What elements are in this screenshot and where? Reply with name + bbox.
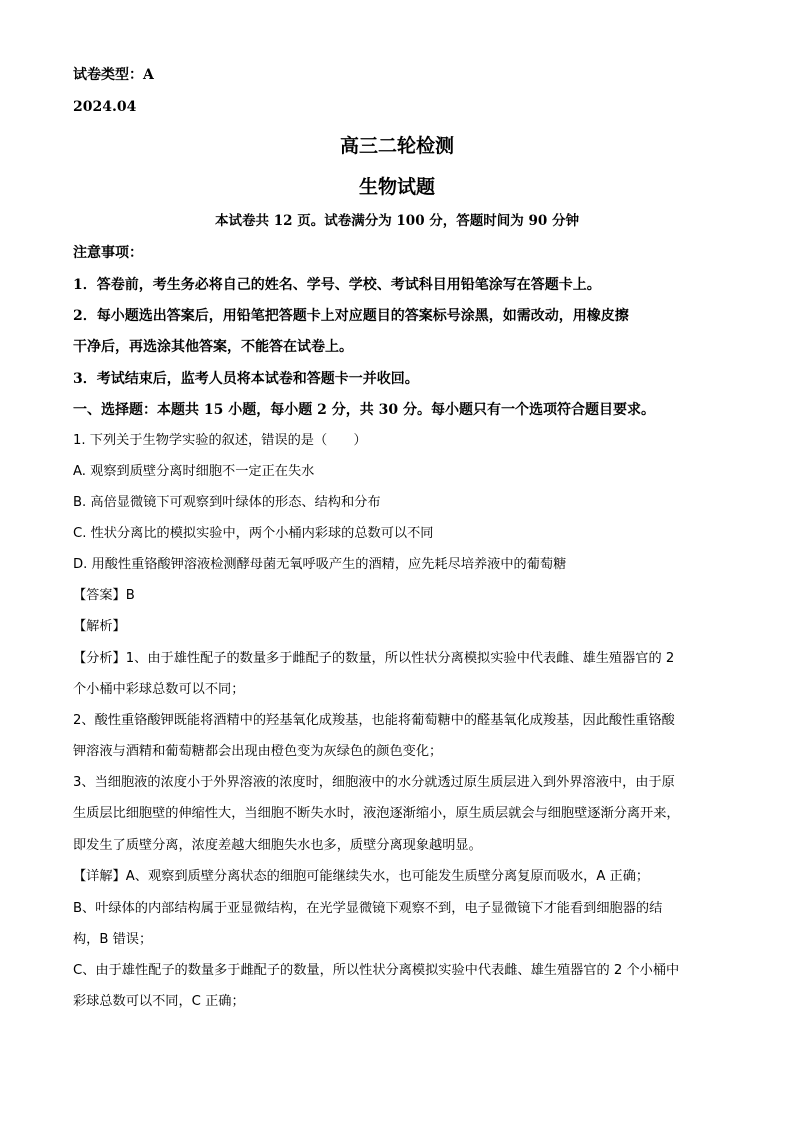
option-a: A. 观察到质壁分离时细胞不一定正在失水: [73, 464, 315, 479]
option-d: D. 用酸性重铬酸钾溶液检测酵母菌无氧呼吸产生的酒精，应先耗尽培养液中的葡萄糖: [73, 557, 567, 572]
detail-line: 构，B 错误；: [73, 932, 153, 947]
answer-line: 【答案】B: [73, 588, 135, 603]
exam-title: 高三二轮检测: [339, 135, 454, 157]
notice-item-2-line-2: 干净后，再选涂其他答案，不能答在试卷上。: [73, 339, 353, 355]
detail-line: 彩球总数可以不同，C 正确；: [73, 994, 245, 1009]
detail-line: C、由于雄性配子的数量多于雌配子的数量，所以性状分离模拟实验中代表雌、雄生殖器官的 2 个小桶中: [73, 963, 680, 978]
analysis-line: 3、当细胞液的浓度小于外界溶液的浓度时，细胞液中的水分就透过原生质层进入到外界溶液中，由于原: [73, 775, 675, 790]
exam-subject: 生物试题: [358, 176, 435, 198]
exam-date: 2024.04: [73, 99, 137, 115]
analysis-line: 2、酸性重铬酸钾既能将酒精中的羟基氧化成羧基，也能将葡萄糖中的醛基氧化成羧基，因此酸性重铬酸: [73, 713, 675, 728]
notice-heading: 注意事项：: [73, 245, 143, 261]
question-stem: 1. 下列关于生物学实验的叙述，错误的是（ ）: [73, 433, 367, 448]
analysis-line: 钾溶液与酒精和葡萄糖都会出现由橙色变为灰绿色的颜色变化；: [73, 744, 443, 759]
analysis-line: 生质层比细胞壁的伸缩性大，当细胞不断失水时，液泡逐渐缩小，原生质层就会与细胞壁逐渐分离开来，: [73, 806, 680, 821]
option-c: C. 性状分离比的模拟实验中，两个小桶内彩球的总数可以不同: [73, 526, 434, 541]
notice-item-3: 3．考试结束后，监考人员将本试卷和答题卡一并收回。: [73, 371, 419, 387]
notice-item-1: 1．答卷前，考生务必将自己的姓名、学号、学校、考试科目用铅笔涂写在答题卡上。: [73, 277, 601, 293]
paper-type: 试卷类型：A: [73, 67, 154, 83]
option-b: B. 高倍显微镜下可观察到叶绿体的形态、结构和分布: [73, 495, 381, 510]
section-heading: 一、选择题：本题共 15 小题，每小题 2 分，共 30 分。每小题只有一个选项符合题目要求。: [73, 402, 655, 418]
analysis-line: 个小桶中彩球总数可以不同；: [73, 682, 245, 697]
detail-line: 【详解】A、观察到质壁分离状态的细胞可能继续失水，也可能发生质壁分离复原而吸水，A 正确；: [73, 869, 650, 884]
analysis-line: 即发生了质壁分离，浓度差越大细胞失水也多，质壁分离现象越明显。: [73, 838, 482, 853]
detail-line: B、叶绿体的内部结构属于亚显微结构，在光学显微镜下观察不到，电子显微镜下才能看到细胞器的结: [73, 901, 663, 916]
exam-info: 本试卷共 12 页。试卷满分为 100 分，答题时间为 90 分钟: [215, 213, 579, 229]
analysis-label: 【解析】: [73, 619, 126, 634]
notice-item-2-line-1: 2．每小题选出答案后，用铅笔把答题卡上对应题目的答案标号涂黑，如需改动，用橡皮擦: [73, 308, 629, 324]
analysis-line: 【分析】1、由于雄性配子的数量多于雌配子的数量，所以性状分离模拟实验中代表雌、雄生殖器官的 2: [73, 651, 675, 666]
